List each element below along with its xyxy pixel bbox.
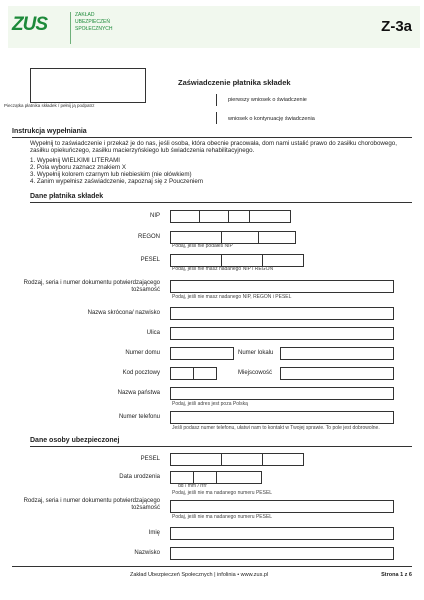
- first-application-label: pierwszy wniosek o świadczenie: [228, 97, 307, 103]
- divider: [30, 446, 412, 447]
- instruction-step-1: 1. Wypełnij WIELKIMI LITERAMI: [30, 157, 121, 164]
- insured-pesel-field[interactable]: [170, 453, 304, 466]
- street-label: Ulica: [146, 330, 160, 336]
- document-title: Zaświadczenie płatnika składek: [178, 78, 291, 87]
- nip-label: NIP: [149, 213, 160, 219]
- payer-name-field[interactable]: [170, 307, 394, 320]
- divider: [12, 566, 412, 567]
- birth-date-hint: Podaj, jeśli nie ma nadanego numeru PESEL: [172, 490, 273, 496]
- logo-caption: [70, 12, 133, 44]
- postal-code-field[interactable]: [170, 367, 217, 380]
- postal-code-label: Kod pocztowy: [122, 370, 160, 376]
- zus-logo: ZUS: [12, 14, 47, 35]
- insured-doc-hint: Podaj, jeśli nie ma nadanego numeru PESEL: [172, 514, 273, 520]
- city-label: Miejscowość: [238, 370, 273, 376]
- phone-hint: Jeśli podasz numer telefonu, ułatwi nam to kontakt w Twojej sprawie. To pole jest dobrowolne.: [172, 425, 380, 431]
- first-application-checkbox[interactable]: [216, 94, 217, 106]
- insured-doc-label: Rodzaj, seria i numer dokumentu potwierdzającego tożsamość: [23, 498, 160, 511]
- logo-caption-line-3: SPOŁECZNYCH: [75, 26, 113, 32]
- first-name-field[interactable]: [170, 527, 394, 540]
- insured-doc-field[interactable]: [170, 500, 394, 513]
- nip-field[interactable]: [170, 210, 291, 223]
- country-label: Nazwa państwa: [117, 390, 160, 396]
- birth-date-label: Data urodzenia: [119, 474, 160, 480]
- street-field[interactable]: [170, 327, 394, 340]
- payer-doc-hint: Podaj, jeśli nie masz nadanego NIP, REGON i PESEL: [172, 294, 292, 300]
- flat-number-field[interactable]: [280, 347, 394, 360]
- birth-date-format: dd / mm / rrrr: [178, 483, 207, 489]
- country-hint: Podaj, jeśli adres jest poza Polską: [172, 401, 248, 407]
- last-name-field[interactable]: [170, 547, 394, 560]
- continuation-label: wniosek o kontynuację świadczenia: [228, 116, 315, 122]
- divider: [30, 202, 412, 203]
- first-name-label: Imię: [148, 530, 160, 536]
- insured-heading: Dane osoby ubezpieczonej: [30, 437, 120, 444]
- phone-field[interactable]: [170, 411, 394, 424]
- payer-name-label: Nazwa skrócona/ nazwisko: [87, 310, 160, 316]
- city-field[interactable]: [280, 367, 394, 380]
- country-field[interactable]: [170, 387, 394, 400]
- payer-heading: Dane płatnika składek: [30, 193, 104, 200]
- footer-text: Zakład Ubezpieczeń Społecznych | infolinia • www.zus.pl: [130, 572, 269, 578]
- payer-pesel-label: PESEL: [140, 257, 160, 263]
- instruction-step-3: 3. Wypełnij kolorem czarnym lub niebieskim (nie ołówkiem): [30, 171, 192, 178]
- instruction-step-2: 2. Pola wyboru zaznacz znakiem X: [30, 164, 126, 171]
- payer-doc-label: Rodzaj, seria i numer dokumentu potwierdzającego tożsamość: [23, 280, 160, 293]
- regon-hint: Podaj, jeśli nie podałeś NIP: [172, 243, 233, 249]
- house-number-label: Numer domu: [125, 350, 160, 356]
- stamp-caption: Pieczątka płatnika składek / pełnij ją podpatrz: [4, 103, 95, 108]
- continuation-checkbox[interactable]: [216, 112, 217, 124]
- page-number: Strona 1 z 6: [381, 572, 412, 578]
- regon-label: REGON: [137, 234, 160, 240]
- flat-number-label: Numer lokalu: [238, 350, 274, 356]
- house-number-field[interactable]: [170, 347, 234, 360]
- logo-caption-line-2: UBEZPIECZEŃ: [75, 19, 111, 25]
- logo-caption-line-1: ZAKŁAD: [75, 12, 95, 18]
- instruction-step-4: 4. Zanim wypełnisz zaświadczenie, zapoznaj się z Pouczeniem: [30, 178, 203, 185]
- payer-pesel-hint: Podaj, jeśli nie masz nadanego NIP i REGON: [172, 266, 274, 272]
- payer-stamp-box[interactable]: [30, 68, 146, 103]
- instructions-heading: Instrukcja wypełniania: [12, 128, 87, 135]
- instructions-body: Wypełnij to zaświadczenie i przekaż je do nas, jeśli osoba, która obecnie pracowała, dom nami ustalić prawo do zasiłku chorobowego, zasiłku opiekuńczego, zasiłku macierzyńskiego lub świadczenia rehabilitacyjnego.: [30, 140, 397, 155]
- payer-doc-field[interactable]: [170, 280, 394, 293]
- last-name-label: Nazwisko: [134, 550, 160, 556]
- form-code: Z-3a: [381, 18, 412, 35]
- insured-pesel-label: PESEL: [140, 456, 160, 462]
- phone-label: Numer telefonu: [118, 414, 160, 420]
- divider: [12, 137, 412, 138]
